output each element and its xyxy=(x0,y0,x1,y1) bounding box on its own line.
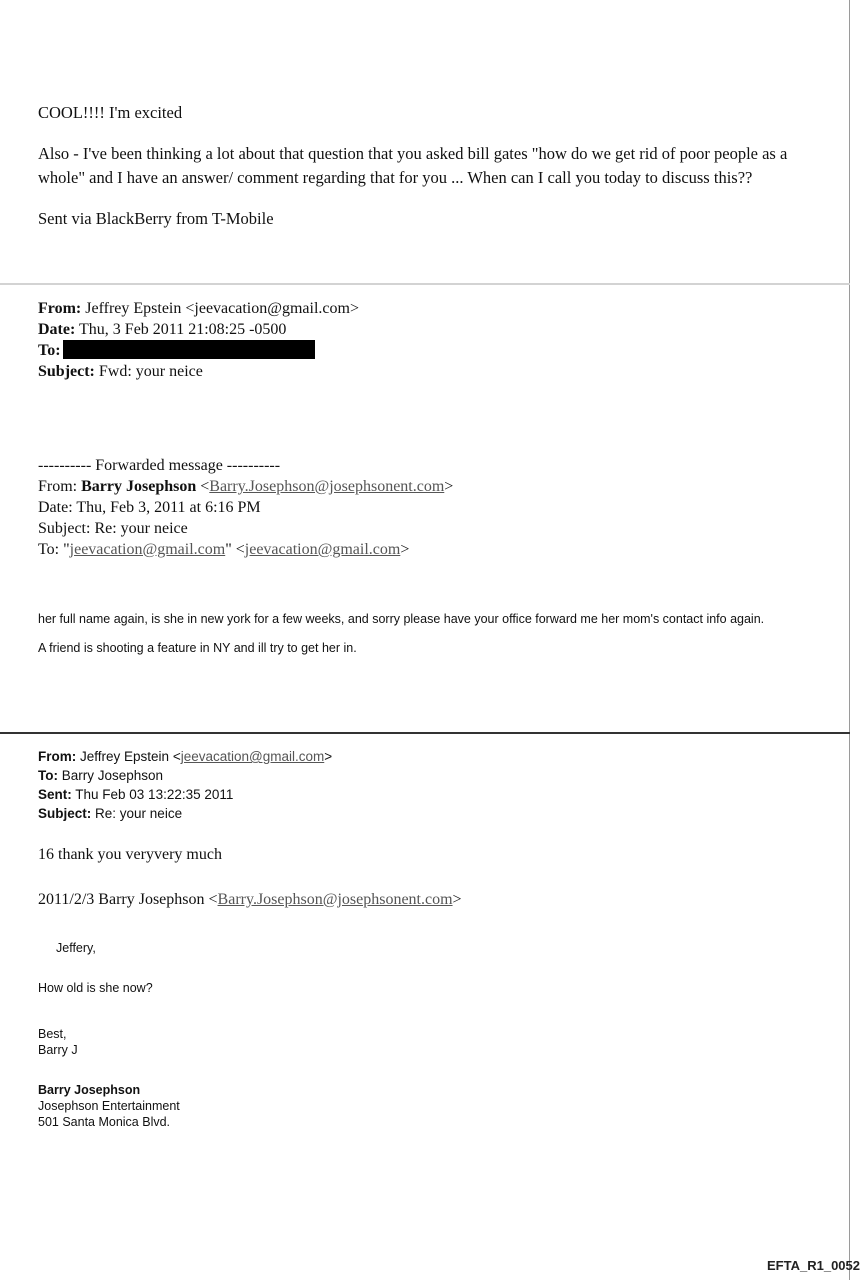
reply-message xyxy=(38,101,818,249)
fwd-from-row: From: Jeffrey Epstein <jeevacation@gmail.com> xyxy=(38,300,359,317)
forwarded-from-row: From: Barry Josephson <Barry.Josephson@josephsonent.com> xyxy=(38,478,454,495)
forwarded-date-row: Date: Thu, Feb 3, 2011 at 6:16 PM xyxy=(38,499,261,516)
sig-name: Barry Josephson xyxy=(38,1083,141,1097)
forwarded-from-name: Barry Josephson xyxy=(81,478,197,495)
reply-line-1: COOL!!!! I'm excited xyxy=(38,103,183,122)
forward-header xyxy=(38,298,359,382)
divider-bottom xyxy=(0,732,850,734)
forwarded-message-header xyxy=(38,455,453,560)
quote-greeting: Jeffery, xyxy=(56,941,96,955)
forwarded-separator: ---------- Forwarded message ---------- xyxy=(38,457,281,474)
fwd-subject-row: Subject: Fwd: your neice xyxy=(38,363,203,380)
fwd-date-row: Date: Thu, 3 Feb 2011 21:08:25 -0500 xyxy=(38,321,287,338)
quote-question: How old is she now? xyxy=(38,981,153,995)
quote-closing: Best, Barry J xyxy=(38,1027,78,1057)
quote-intro: 2011/2/3 Barry Josephson xyxy=(38,891,205,908)
forwarded-to-email-link[interactable]: jeevacation@gmail.com xyxy=(244,541,401,558)
forwarded-body-1: her full name again, is she in new york for a few weeks, and sorry please have your office forward me her mom's contact info again. xyxy=(38,612,765,626)
quote-closing-name: Barry J xyxy=(38,1043,78,1057)
divider-top xyxy=(0,283,850,285)
earlier-sent-row: Sent: Thu Feb 03 13:22:35 2011 xyxy=(38,787,234,802)
forwarded-subject-row: Subject: Re: your neice xyxy=(38,520,188,537)
fwd-from-value: Jeffrey Epstein <jeevacation@gmail.com> xyxy=(85,300,359,317)
forwarded-from-email-link[interactable]: Barry.Josephson@josephsonent.com xyxy=(209,478,445,495)
redaction-bar xyxy=(63,340,315,359)
fwd-to-row: To: xyxy=(38,340,359,361)
signature-block xyxy=(38,1082,180,1130)
earlier-subject-row: Subject: Re: your neice xyxy=(38,806,183,821)
fwd-subject-value: Fwd: your neice xyxy=(98,363,203,380)
earlier-reply-text: 16 thank you veryvery much xyxy=(38,846,222,863)
forwarded-to-row: To: "jeevacation@gmail.com" <jeevacation@gmail.com> xyxy=(38,541,410,558)
quote-email-link[interactable]: Barry.Josephson@josephsonent.com xyxy=(217,891,453,908)
forwarded-body xyxy=(38,611,798,657)
forwarded-body-2: A friend is shooting a feature in NY and ill try to get her in. xyxy=(38,641,357,655)
earlier-from-row: From: Jeffrey Epstein <jeevacation@gmail.com> xyxy=(38,749,333,764)
reply-signature: Sent via BlackBerry from T-Mobile xyxy=(38,209,274,229)
fwd-date-value: Thu, 3 Feb 2011 21:08:25 -0500 xyxy=(79,321,287,338)
page-edge-line xyxy=(849,0,850,1280)
earlier-from-email-link[interactable]: jeevacation@gmail.com xyxy=(180,749,325,764)
quote-intro-row: 2011/2/3 Barry Josephson <Barry.Josephson@josephsonent.com> xyxy=(38,891,462,908)
sig-company: Josephson Entertainment xyxy=(38,1099,180,1113)
earlier-header xyxy=(38,747,332,823)
earlier-to-row: To: Barry Josephson xyxy=(38,768,164,783)
reply-body: Also - I've been thinking a lot about that question that you asked bill gates "how do we get rid of poor people as a whole" and I have an answer/ comment regarding that for you ... When can I call you today to discuss this?? xyxy=(38,144,788,187)
sig-address: 501 Santa Monica Blvd. xyxy=(38,1115,171,1129)
document-code: EFTA_R1_0052 xyxy=(767,1258,860,1273)
forwarded-to-quoted-link[interactable]: jeevacation@gmail.com xyxy=(69,541,226,558)
